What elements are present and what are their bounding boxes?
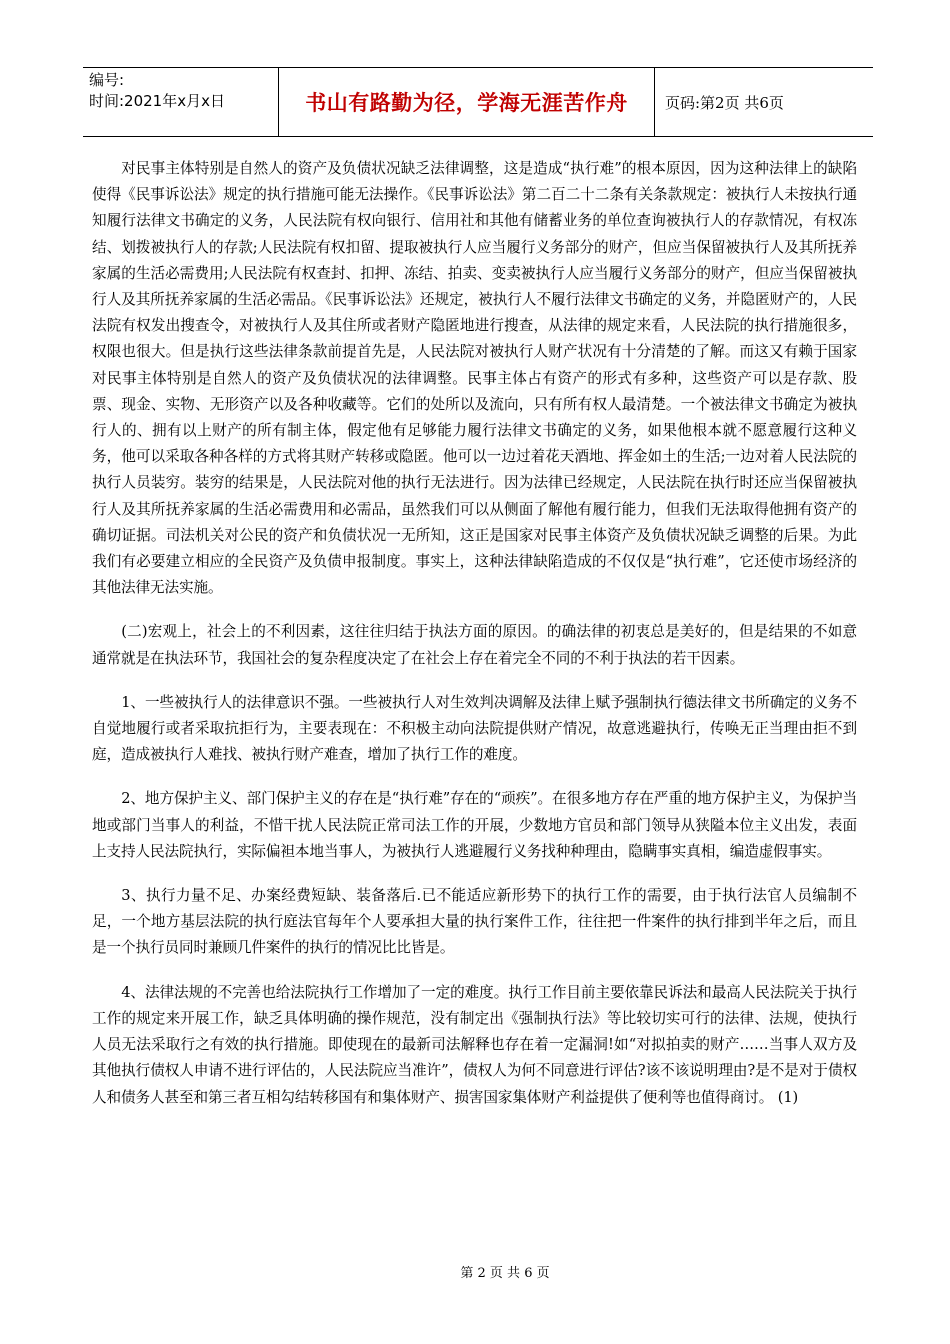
header-page-info: 页码:第2页 共6页 (665, 93, 784, 112)
page-header (83, 67, 873, 137)
paragraph: 1、一些被执行人的法律意识不强。一些被执行人对生效判决调解及法律上赋予强制执行德法律文书所确定的义务不自觉地履行或者采取抗拒行为，主要表现在：不积极主动向法院提供财产情况，故意逃避执行，传唤无正当理由拒不到庭，造成被执行人难找、被执行财产难查，增加了执行工作的难度。 (92, 693, 857, 764)
paragraph: 4、法律法规的不完善也给法院执行工作增加了一定的难度。执行工作目前主要依靠民诉法和最高人民法院关于执行工作的规定来开展工作，缺乏具体明确的操作规范，没有制定出《强制执行法》等比较切实可行的法律、法规，使执行人员无法采取行之有效的执行措施。即使现在的最新司法解释也存在着一定漏洞!如“对拟拍卖的财产……当事人双方及其他执行债权人申请不进行评估的，人民法院应当准许”，债权人为何不同意进行评估?该不该说明理由?是不是对于债权人和债务人甚至和第三者互相勾结转移国有和集体财产、损害国家集体财产利益提供了便利等也值得商讨。 (1) (92, 983, 857, 1106)
paragraph: 对民事主体特别是自然人的资产及负债状况缺乏法律调整，这是造成“执行难”的根本原因，因为这种法律上的缺陷使得《民事诉讼法》规定的执行措施可能无法操作。《民事诉讼法》第二百二十二条有关条款规定：被执行人未按执行通知履行法律文书确定的义务，人民法院有权向银行、信用社和其他有储蓄业务的单位查询被执行人的存款情况，有权冻结、划拨被执行人的存款;人民法院有权扣留、提取被执行人应当履行义务部分的财产，但应当保留被执行人及其所抚养家属的生活必需费用;人民法院有权查封、扣押、冻结、拍卖、变卖被执行人应当履行义务部分的财产，但应当保留被执行人及其所抚养家属的生活必需品。《民事诉讼法》还规定，被执行人不履行法律文书确定的义务，并隐匿财产的，人民法院有权发出搜查令，对被执行人及其住所或者财产隐匿地进行搜查，从法律的规定来看，人民法院的执行措施很多，权限也很大。但是执行这些法律条款前提首先是，人民法院对被执行人财产状况有十分清楚的了解。而这又有赖于国家对民事主体特别是自然人的资产及负债状况的法律调整。民事主体占有资产的形式有多种，这些资产可以是存款、股票、现金、实物、无形资产以及各种收藏等。它们的处所以及流向，只有所有权人最清楚。一个被法律文书确定为被执行人的、拥有以上财产的所有制主体，假定他有足够能力履行法律文书确定的义务，如果他根本就不愿意履行这种义务，他可以采取各种各样的方式将其财产转移或隐匿。他可以一边过着花天酒地、挥金如土的生活;一边对着人民法院的执行人员装穷。装穷的结果是，人民法院对他的执行无法进行。因为法律已经规定，人民法院在执行时还应当保留被执行人及其所抚养家属的生活必需费用和必需品，虽然我们可以从侧面了解他有履行能力，但我们无法取得他拥有资产的确切证据。司法机关对公民的资产和负债状况一无所知，这正是国家对民事主体资产及负债状况缺乏调整的后果。为此我们有必要建立相应的全民资产及负债申报制度。事实上，这种法律缺陷造成的不仅仅是“执行难”，它还使市场经济的其他法律无法实施。 (92, 160, 857, 597)
document-time-label: 时间:2021年x月x日 (89, 92, 225, 110)
page-footer: 第 2 页 共 6 页 (460, 1266, 550, 1281)
paragraph: 2、地方保护主义、部门保护主义的存在是“执行难”存在的“顽疾”。在很多地方存在严重的地方保护主义，为保护当地或部门当事人的利益，不惜干扰人民法院正常司法工作的开展，少数地方官员和部门领导从狭隘本位主义出发，表面上支持人民法院执行，实际偏袒本地当事人，为被执行人逃避履行义务找种种理由，隐瞒事实真相，编造虚假事实。 (92, 790, 857, 860)
document-number-label: 编号: (89, 71, 125, 89)
paragraph: 3、执行力量不足、办案经费短缺、装备落后.已不能适应新形势下的执行工作的需要，由于执行法官人员编制不足，一个地方基层法院的执行庭法官每年个人要承担大量的执行案件工作，往往把一件案件的执行排到半年之后，而且是一个执行员同时兼顾几件案件的执行的情况比比皆是。 (92, 887, 857, 957)
header-motto: 书山有路勤为径，学海无涯苦作舟 (279, 68, 655, 136)
document-body (92, 156, 857, 1129)
header-meta (83, 68, 279, 136)
paragraph: (二)宏观上，社会上的不利因素，这往往归结于执法方面的原因。的确法律的初衷总是美好的，但是结果的不如意通常就是在执法环节，我国社会的复杂程度决定了在社会上存在着完全不同的不利于执法的若干因素。 (92, 623, 857, 667)
